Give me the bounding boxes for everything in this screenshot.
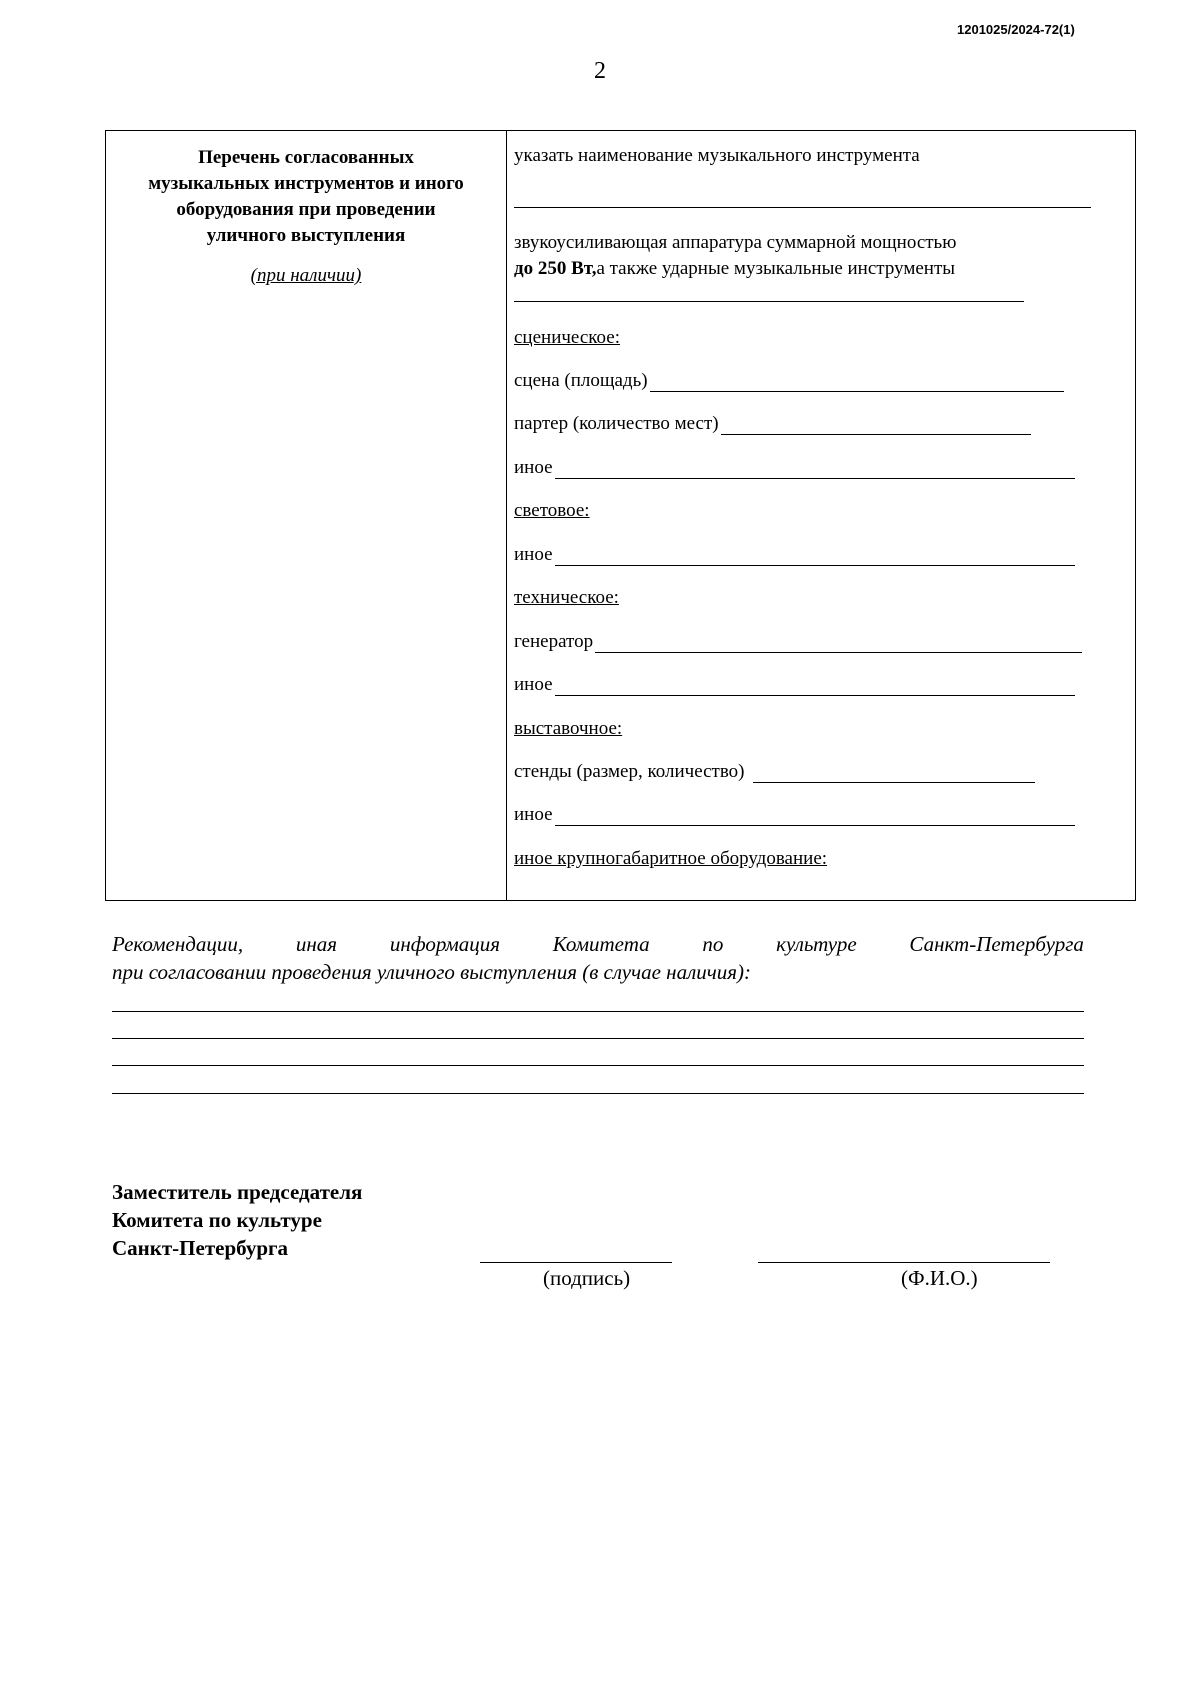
exhibition-heading: выставочное: — [514, 718, 623, 739]
equipment-list-title — [106, 145, 506, 289]
stage-area-field[interactable] — [650, 371, 1064, 392]
recommend-word: информация — [389, 932, 500, 956]
recommendation-line-1[interactable] — [112, 1011, 1084, 1012]
stage-area-row: сцена (площадь) — [514, 370, 1112, 392]
stands-row: стенды (размер, количество) — [514, 761, 1112, 783]
generator-row: генератор — [514, 631, 1112, 653]
document-number: 1201025/2024-72(1) — [957, 22, 1075, 37]
stage-heading: сценическое: — [514, 327, 620, 348]
signer-line: Комитета по культуре — [112, 1208, 322, 1232]
technical-heading: техническое: — [514, 587, 619, 608]
title-line: Перечень согласованных — [198, 147, 414, 168]
sound-equipment-field[interactable] — [514, 301, 1024, 302]
technical-other-field[interactable] — [555, 675, 1075, 696]
recommendation-line-2[interactable] — [112, 1038, 1084, 1039]
recommendation-line-4[interactable] — [112, 1093, 1084, 1094]
exhibition-other-field[interactable] — [555, 805, 1075, 826]
signer-line: Санкт-Петербурга — [112, 1236, 289, 1260]
column-divider — [506, 131, 507, 900]
signer-title — [112, 1178, 362, 1262]
lighting-heading: световое: — [514, 500, 590, 521]
stage-other-field[interactable] — [555, 458, 1075, 479]
sound-equipment-text: звукоусиливающая аппаратура суммарной мощностью — [514, 232, 957, 253]
equipment-table — [105, 130, 1136, 901]
parterre-row: партер (количество мест) — [514, 413, 1112, 435]
title-line: уличного выступления — [206, 225, 406, 246]
lighting-other-field[interactable] — [555, 545, 1075, 566]
title-line: оборудования при проведении — [176, 199, 436, 220]
title-line: музыкальных инструментов и иного — [148, 173, 464, 194]
exhibition-other-row: иное — [514, 804, 1112, 826]
signature-field[interactable] — [480, 1262, 672, 1263]
sound-equipment-text-2: до 250 Вт, а также ударные музыкальные инструменты — [514, 258, 956, 279]
recommend-word: по — [702, 932, 724, 956]
full-name-field[interactable] — [758, 1262, 1050, 1263]
parterre-seats-field[interactable] — [721, 414, 1031, 435]
generator-field[interactable] — [595, 632, 1082, 653]
signer-line: Заместитель председателя — [112, 1180, 363, 1204]
instrument-name-label: указать наименование музыкального инструмента — [514, 145, 920, 166]
signature-label: (подпись) — [543, 1266, 631, 1290]
recommend-word: Санкт-Петербурга — [909, 932, 1084, 956]
large-equipment-heading: иное крупногабаритное оборудование: — [514, 848, 828, 869]
lighting-other-row: иное — [514, 544, 1112, 566]
instrument-name-field[interactable] — [514, 207, 1091, 208]
stands-field[interactable] — [753, 762, 1035, 783]
recommend-word: иная — [295, 932, 338, 956]
page-number: 2 — [594, 58, 606, 84]
if-available-note: (при наличии) — [250, 265, 362, 286]
recommend-word: культуре — [776, 932, 857, 956]
recommendation-line-3[interactable] — [112, 1065, 1084, 1066]
recommend-word: Рекомендации, — [112, 932, 244, 956]
full-name-label: (Ф.И.О.) — [901, 1266, 978, 1290]
recommendations-text — [112, 930, 1084, 986]
recommend-line-2: при согласовании проведения уличного выступления (в случае наличия): — [112, 960, 752, 984]
technical-other-row: иное — [514, 674, 1112, 696]
recommend-word: Комитета — [552, 932, 650, 956]
stage-other-row: иное — [514, 457, 1112, 479]
